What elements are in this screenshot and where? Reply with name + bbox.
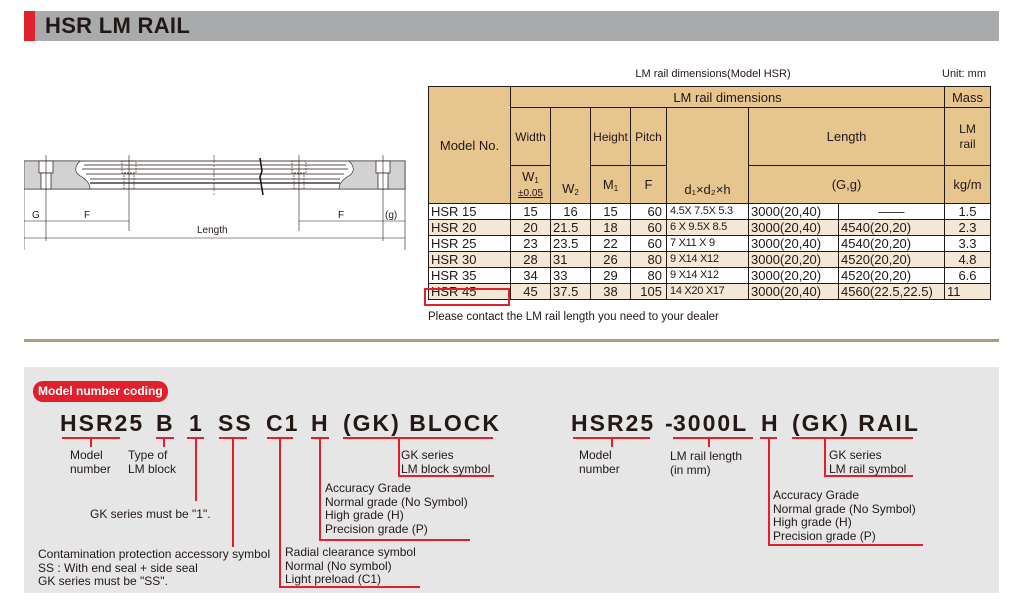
- table-title: LM rail dimensions(Model HSR): [635, 68, 791, 80]
- code-rail-gk: (GK) RAIL: [792, 410, 920, 436]
- header-length-gg: (G,g): [749, 166, 945, 204]
- header-mass-unit: kg/m: [945, 166, 991, 204]
- label-rail-model-number: Model number: [579, 448, 620, 476]
- header-w1: $W_1$ ±0.05: [511, 166, 551, 204]
- page-title: HSR LM RAIL: [45, 13, 191, 38]
- dim-label-F-right: F: [338, 210, 345, 221]
- code-block-accuracy: H: [311, 410, 330, 436]
- header-m1: $M_1$: [591, 166, 631, 204]
- section-divider: [24, 339, 999, 342]
- header-f: F: [631, 166, 667, 204]
- header-mass-lm-rail: LM rail: [945, 108, 991, 166]
- label-block-accuracy: Accuracy Grade Normal grade (No Symbol) High grade (H) Precision grade (P): [325, 481, 468, 536]
- table-row-highlighted: HSR 45 45 37.5 38 105 14 X20 X17 3000(20,40) 4560(22.5,22.5) 11: [429, 284, 991, 300]
- label-radial-clearance: Radial clearance symbol Normal (No symbol) Light preload (C1): [285, 545, 416, 586]
- rail-diagram: [24, 155, 406, 250]
- section-title-bar: [24, 11, 999, 41]
- dim-label-length: Length: [197, 225, 228, 236]
- table-row: HSR 20 20 21.5 18 60 6 X 9.5X 8.5 3000(20,40) 4540(20,20) 2.3: [429, 220, 991, 236]
- table-row: HSR 35 34 33 29 80 9 X14 X12 3000(20,20) 4520(20,20) 6.6: [429, 268, 991, 284]
- header-model-no: Model No.: [429, 87, 511, 204]
- code-rail-dash: -: [665, 410, 675, 436]
- dim-label-g: (g): [385, 210, 398, 221]
- header-mass: Mass: [945, 87, 991, 108]
- code-block-seal-count: 1: [189, 410, 204, 436]
- label-gk-block-symbol: GK series LM block symbol: [401, 448, 491, 476]
- label-gk-rail-symbol: GK series LM rail symbol: [829, 448, 907, 476]
- header-holes: d₁×d₂×h: [667, 108, 749, 204]
- header-height: Height: [591, 108, 631, 166]
- table-row: HSR 25 23 23.5 22 60 7 X11 X 9 3000(20,40) 4540(20,20) 3.3: [429, 236, 991, 252]
- label-rail-length: LM rail length (in mm): [670, 449, 743, 477]
- table-note: Please contact the LM rail length you need to your dealer: [428, 311, 719, 323]
- table-row: HSR 15 15 16 15 60 4.5X 7.5X 5.3 3000(20,40) —— 1.5: [429, 204, 991, 220]
- rail-dimensions-table: [428, 86, 991, 300]
- header-length: Length: [749, 108, 945, 166]
- header-w2: $W_2$: [551, 108, 591, 204]
- code-block-gk-block: (GK) BLOCK: [343, 410, 501, 436]
- header-pitch: Pitch: [631, 108, 667, 166]
- dim-label-F-left: F: [84, 210, 91, 221]
- table-row: HSR 30 28 31 26 80 9 X14 X12 3000(20,20) 4520(20,20) 4.8: [429, 252, 991, 268]
- highlight-box-hsr45: [424, 288, 510, 306]
- label-rail-accuracy: Accuracy Grade Normal grade (No Symbol) High grade (H) Precision grade (P): [773, 488, 916, 543]
- code-rail-accuracy: H: [761, 410, 780, 436]
- header-width: Width: [511, 108, 551, 166]
- dim-label-G: G: [32, 210, 40, 221]
- table-unit: Unit: mm: [942, 68, 986, 80]
- code-rail-length: 3000L: [673, 410, 749, 436]
- label-contamination: Contamination protection accessory symbol SS : With end seal + side seal GK series must be "SS".: [38, 547, 271, 588]
- code-block-type: B: [156, 410, 175, 436]
- code-block-clearance: C1: [266, 410, 300, 436]
- label-gk-must-be-1: GK series must be "1".: [90, 507, 211, 521]
- label-block-type: Type of LM block: [128, 448, 177, 476]
- code-block-contamination: SS: [218, 410, 253, 436]
- label-model-number: Model number: [70, 448, 111, 476]
- code-block-model: HSR25: [60, 410, 145, 436]
- title-accent: [24, 11, 35, 41]
- model-coding-badge: Model number coding: [33, 381, 168, 402]
- code-rail-model: HSR25: [571, 410, 656, 436]
- header-lm-rail-dimensions: LM rail dimensions: [511, 87, 945, 108]
